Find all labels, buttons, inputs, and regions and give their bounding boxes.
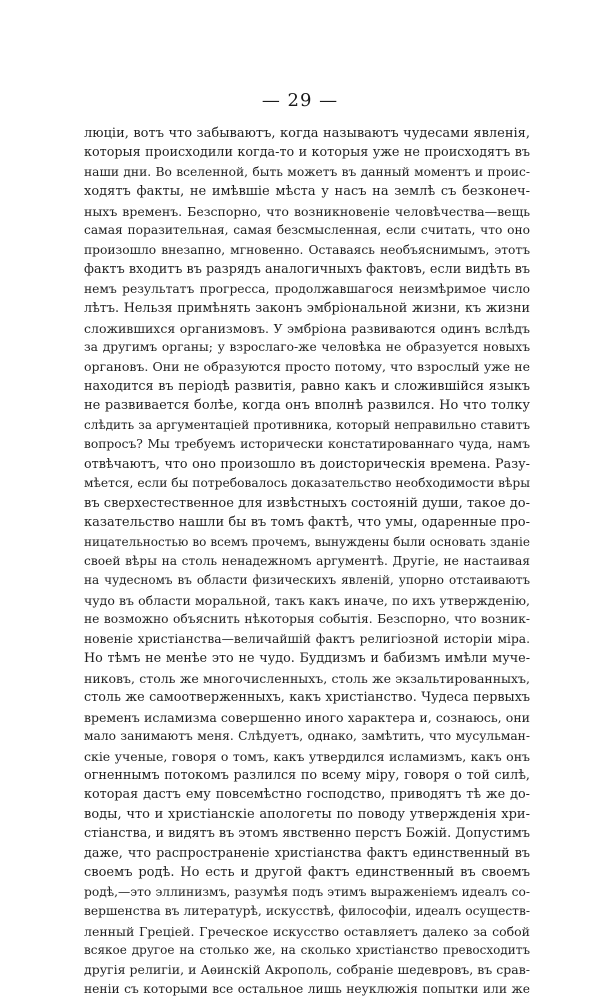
text-line: стiанства, и видятъ въ этомъ явственно перстъ Божiй. Допустимъ <box>84 826 530 842</box>
text-line: огненнымъ потокомъ разлился по всему мiру, говоря о той силѣ, <box>84 767 530 783</box>
text-line: самая поразительная, самая безсмысленная, если считать, что оно <box>84 223 530 238</box>
text-line: никовъ, столь же многочисленныхъ, столь же экзальтированныхъ, <box>84 670 530 686</box>
text-line: временъ исламизма совершенно иного характера и, сознаюсь, они <box>84 709 530 725</box>
text-line: которая дастъ ему повсемѣстно господство, приводятъ тѣ же до- <box>84 787 530 803</box>
text-line: родѣ,—это эллинизмъ, разумѣя подъ этимъ выраженiемъ идеалъ со- <box>84 884 530 899</box>
text-line: на чудесномъ въ области физическихъ явленiй, упорно отстаиваютъ <box>84 573 530 588</box>
body-text <box>84 124 530 999</box>
text-line: столь же самоотверженныхъ, какъ христiанство. Чудеса первыхъ <box>84 690 530 706</box>
text-line: скiе ученые, говоря о томъ, какъ утвердился исламизмъ, какъ онъ <box>84 748 530 764</box>
text-line: воды, что и христiанскiе апологеты по поводу утвержденiя хри- <box>84 806 530 822</box>
text-line: ницательностью во всемъ прочемъ, вынуждены были основать зданiе <box>84 534 530 549</box>
text-line: не возможно объяснить нѣкоторыя событiя. Безспорно, что возник- <box>84 612 530 627</box>
text-line: которыя происходили когда-то и которыя уже не происходятъ въ <box>84 145 530 161</box>
text-line: немъ результатъ прогресса, продолжавшагося неизмѣримое число <box>84 281 530 296</box>
text-line: другiя религiи, и Аѳинскiй Акрополь, собранiе шедевровъ, въ срав- <box>84 962 530 978</box>
text-line: ленный Грецiей. Греческое искусство оставляетъ далеко за собой <box>84 923 530 939</box>
page-number: — 29 — <box>261 90 339 111</box>
text-line: новенiе христiанства—величайшiй фактъ религiозной исторiи мiра. <box>84 631 530 646</box>
text-line: фактъ входитъ въ разрядъ аналогичныхъ фактовъ, если видѣть въ <box>84 262 530 278</box>
text-line: Но тѣмъ не менѣе это не чудо. Буддизмъ и бабизмъ имѣли муче- <box>84 651 530 667</box>
text-line: не развивается болѣе, когда онъ вполнѣ развился. Но что толку <box>84 398 530 414</box>
text-line: мѣется, если бы потребовалось доказательство необходимости вѣры <box>84 476 530 491</box>
text-line: лѣтъ. Нельзя примѣнять законъ эмбрiональной жизни, къ жизни <box>84 301 530 317</box>
text-line: своей вѣры на столь ненадежномъ аргументѣ. Другiе, не настаивая <box>84 553 530 568</box>
text-line: наши дни. Во вселенной, быть можетъ въ данный моментъ и проис- <box>84 164 530 179</box>
text-line: вопросъ? Мы требуемъ исторически констатированнаго чуда, намъ <box>84 437 530 452</box>
text-line: слѣдить за аргументацiей противника, который неправильно ставитъ <box>84 417 530 432</box>
text-line: произошло внезапно, мгновенно. Оставаясь необъяснимымъ, этотъ <box>84 242 530 257</box>
text-line: всякое другое на столько же, на сколько христiанство превосходитъ <box>84 943 530 958</box>
text-line: даже, что распространенiе христiанства фактъ единственный въ <box>84 845 530 861</box>
text-line: чудо въ области моральной, такъ какъ иначе, по ихъ утвержденiю, <box>84 592 530 608</box>
text-line: ходятъ факты, не имѣвшiе мѣста у насъ на землѣ съ безконеч- <box>84 184 530 200</box>
text-line: отвѣчаютъ, что оно произошло въ доисторическiя времена. Разу- <box>84 456 530 472</box>
text-line: ненiи съ которыми все остальное лишь неуклюжiя попытки или же <box>84 981 530 996</box>
text-line: вершенства въ литературѣ, искусствѣ, философiи, идеалъ осуществ- <box>84 904 530 919</box>
text-line: мало занимаютъ меня. Слѣдуетъ, однако, замѣтить, что мусульман- <box>84 729 530 744</box>
text-line: органовъ. Они не образуются просто потому, что взрослый уже не <box>84 359 530 375</box>
text-line: находится въ перiодѣ развитiя, равно какъ и сложившiйся языкъ <box>84 378 530 394</box>
text-line: своемъ родѣ. Но есть и другой фактъ единственный въ своемъ <box>84 865 530 881</box>
text-line: люцiи, вотъ что забываютъ, когда называютъ чудесами явленiя, <box>84 126 530 141</box>
text-line: за другимъ органы; у взрослаго-же человѣка не образуется новыхъ <box>84 339 530 354</box>
text-line: казательство нашли бы въ томъ фактѣ, что умы, одаренные про- <box>84 515 530 531</box>
text-line: ныхъ временъ. Безспорно, что возникновенiе человѣчества—вещь <box>84 203 530 219</box>
text-line: сложившихся организмовъ. У эмбрiона развиваются одинъ вслѣдъ <box>84 320 530 336</box>
text-line: въ сверхестественное для извѣстныхъ состоянiй души, такое до- <box>84 495 530 511</box>
